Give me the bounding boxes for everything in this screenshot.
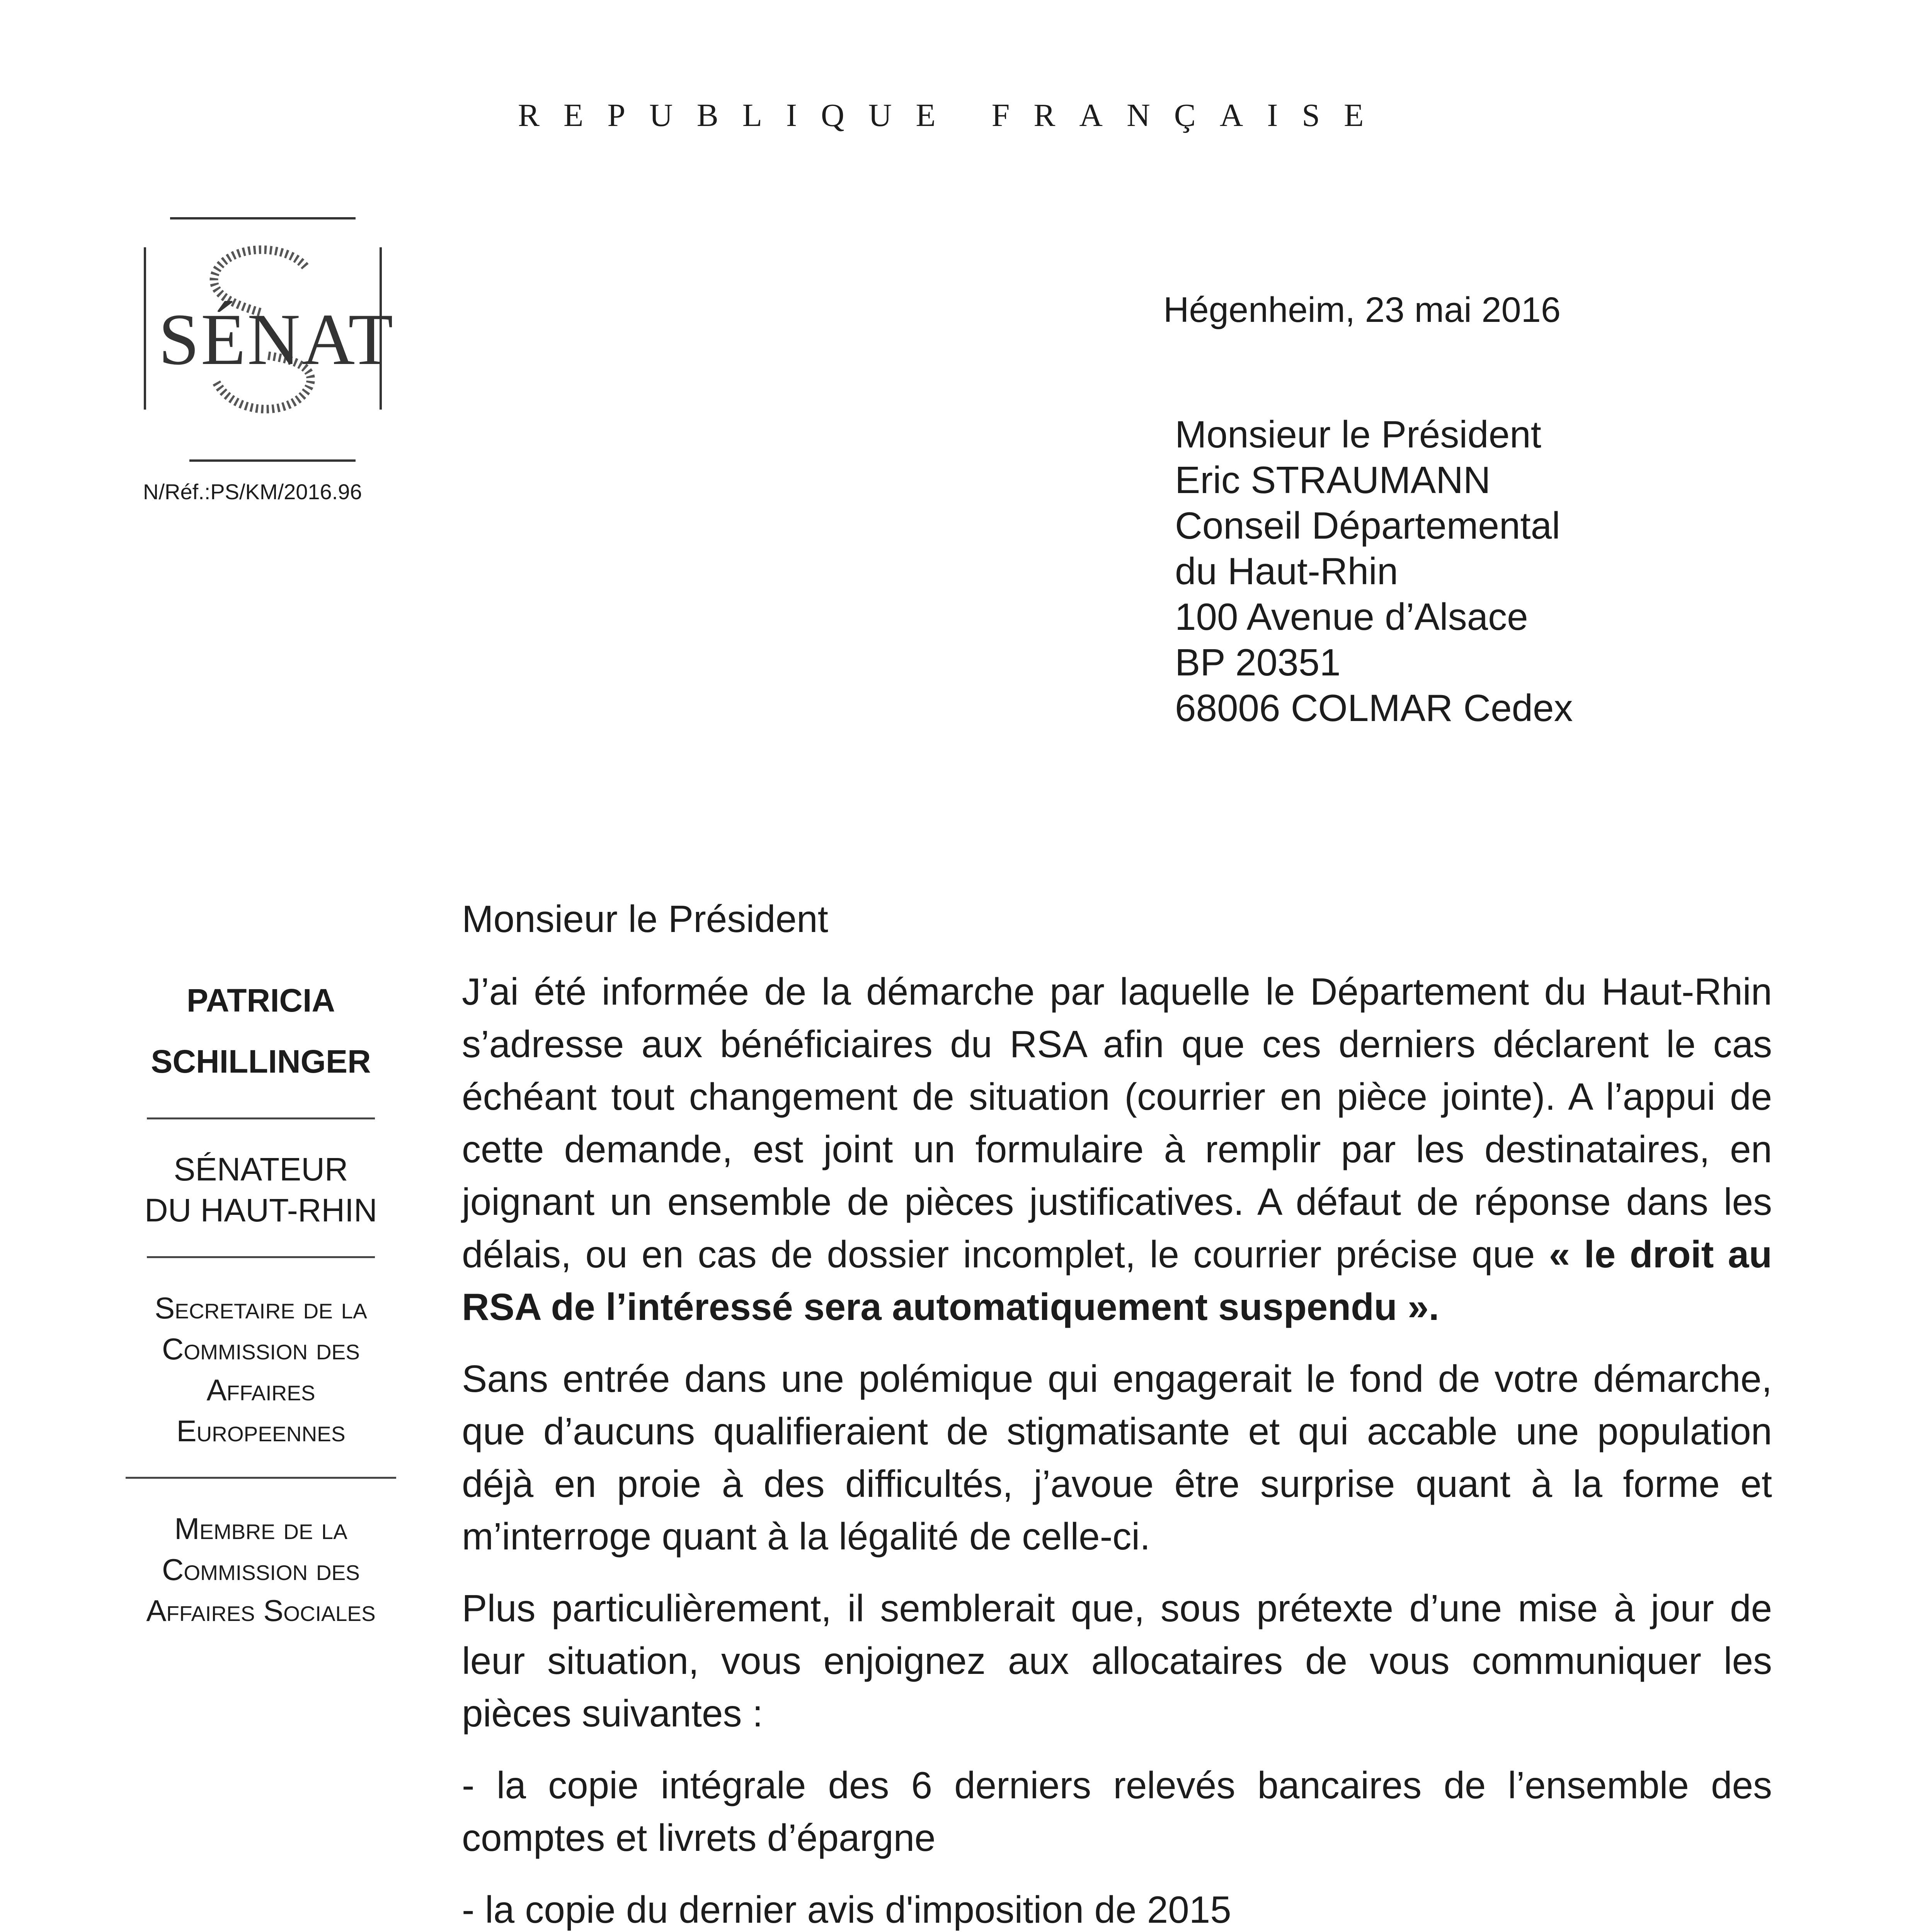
commission-line: Affaires Sociales <box>146 1594 376 1628</box>
recipient-line: Conseil Départemental <box>1175 504 1560 547</box>
commission-line: Membre de la <box>174 1512 347 1546</box>
divider <box>126 1477 396 1479</box>
list-item: - la copie du dernier avis d'imposition de 2015 <box>462 1888 1231 1931</box>
paragraph-text: J’ai été informée de la démarche par laquelle le Département du Haut-Rhin s’adresse aux bénéficiaires du RSA afin que ces derniers déclarent le cas échéant tout changement de situation (courrier en pièce jointe). A l’appui de cette demande, est joint un formulaire à remplir par les destinataires, en joignant un ensemble de pièces justificatives. A défaut de réponse dans les délais, ou en cas de dossier incomplet, le courrier précise que <box>462 970 1772 1276</box>
list-item: - la copie intégrale des 6 derniers relevés bancaires de l’ensemble des comptes et livrets d’épargne <box>462 1764 1772 1859</box>
commission-line: Europeennes <box>176 1414 346 1448</box>
recipient-line: 100 Avenue d’Alsace <box>1175 595 1528 638</box>
sender-role: SÉNATEUR <box>174 1151 348 1187</box>
sender-first-name: PATRICIA <box>186 982 335 1019</box>
recipient-line: BP 20351 <box>1175 641 1341 684</box>
paragraph <box>462 965 1772 1333</box>
sender-last-name: SCHILLINGER <box>151 1043 371 1080</box>
divider <box>147 1117 375 1119</box>
commission-line: Commission des <box>162 1332 360 1366</box>
senat-logo <box>139 216 395 464</box>
recipient-address <box>1175 412 1573 731</box>
letter-date: Hégenheim, 23 mai 2016 <box>1163 290 1561 330</box>
letter-body <box>462 893 1772 1932</box>
recipient-line: Eric STRAUMANN <box>1175 459 1491 501</box>
commission-line: Affaires <box>206 1373 315 1407</box>
recipient-line: du Haut-Rhin <box>1175 550 1398 592</box>
paragraph: Plus particulièrement, il semblerait que, sous prétexte d’une mise à jour de leur situation, vous enjoignez aux allocataires de vous communiquer les pièces suivantes : <box>462 1587 1772 1735</box>
sender-sidebar <box>97 970 425 1631</box>
emphasis-text: « le droit au RSA de l’intéressé sera automatiquement suspendu ». <box>462 1233 1772 1328</box>
republic-header: REPUBLIQUE FRANÇAISE <box>518 97 1388 133</box>
paragraph: Sans entrée dans une polémique qui engagerait le fond de votre démarche, que d’aucuns qualifieraient de stigmatisante et qui accable une population déjà en proie à des difficultés, j’avoue être surprise quant à la forme et m’interroge quant à la légalité de celle-ci. <box>462 1357 1772 1558</box>
reference-number: N/Réf.:PS/KM/2016.96 <box>143 480 362 504</box>
commission-line: Commission des <box>162 1553 360 1587</box>
sender-constituency: DU HAUT-RHIN <box>145 1192 377 1228</box>
recipient-line: 68006 COLMAR Cedex <box>1175 687 1573 729</box>
salutation: Monsieur le Président <box>462 898 828 940</box>
divider <box>147 1256 375 1258</box>
logo-text: SÉNAT <box>158 299 395 380</box>
commission-line: Secretaire de la <box>155 1291 367 1325</box>
recipient-line: Monsieur le Président <box>1175 413 1541 456</box>
